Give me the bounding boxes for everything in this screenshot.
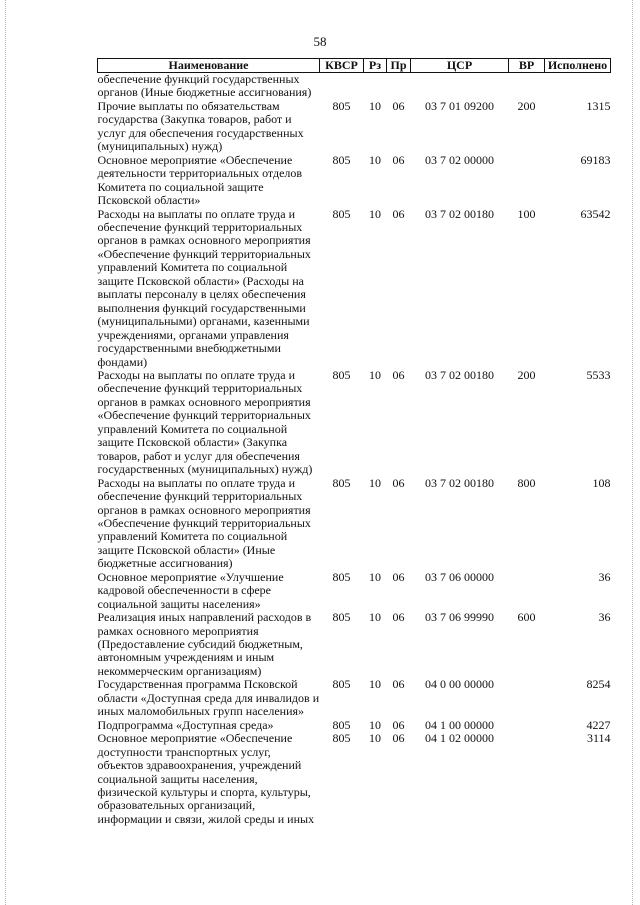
row-vr: 600 <box>517 610 536 625</box>
scan-edge-right <box>632 0 634 905</box>
row-executed: 69183 <box>580 152 611 167</box>
row-kvsr: 805 <box>332 98 351 113</box>
row-pr <box>387 73 411 100</box>
row-csr: 03 7 06 00000 <box>425 569 494 584</box>
header-kvsr: КВСР <box>320 59 364 73</box>
row-pr: 06 <box>392 98 405 113</box>
row-csr: 03 7 02 00180 <box>425 475 494 490</box>
row-vr <box>509 73 545 100</box>
row-vr: 200 <box>517 98 536 113</box>
row-rz: 10 <box>369 98 381 113</box>
row-kvsr: 805 <box>332 206 351 221</box>
row-pr: 06 <box>392 610 405 625</box>
row-vr: 200 <box>517 367 536 382</box>
table-row <box>98 611 611 678</box>
budget-table <box>97 58 611 826</box>
table-row <box>98 571 611 611</box>
row-rz: 10 <box>369 475 381 490</box>
row-csr: 03 7 02 00180 <box>425 367 494 382</box>
row-vr: 800 <box>517 475 536 490</box>
row-name: Основное мероприятие «Улучшение кадровой обеспеченности в сфере социальной защиты населения» <box>97 569 284 611</box>
row-rz: 10 <box>369 717 381 732</box>
row-csr <box>411 73 509 100</box>
row-executed: 5533 <box>586 367 611 382</box>
row-vr <box>509 154 545 208</box>
row-name: Расходы на выплаты по оплате труда и обеспечение функций территориальных органов в рамках основного мероприятия «Обеспечение функций территориальных управлений Комитета по социальной защите Псковской области» (Иные бюджетные ассигнования) <box>97 475 311 571</box>
row-pr: 06 <box>392 677 405 692</box>
row-pr: 06 <box>392 717 405 732</box>
row-pr: 06 <box>392 569 405 584</box>
row-vr: 100 <box>517 206 536 221</box>
row-csr: 03 7 02 00000 <box>425 152 494 167</box>
row-rz: 10 <box>369 731 381 746</box>
row-name: Основное мероприятие «Обеспечение доступности транспортных услуг, объектов здравоохранения, учреждений социальной защиты населения, физической культуры и спорта, культуры, образовательных организаций, информации и связи, жилой среды и иных <box>97 731 315 826</box>
row-executed: 36 <box>598 569 611 584</box>
row-executed: 8254 <box>586 677 611 692</box>
row-executed: 1315 <box>586 98 611 113</box>
row-executed: 63542 <box>580 206 611 221</box>
table-row <box>98 73 611 100</box>
table-row <box>98 208 611 369</box>
row-csr: 04 1 00 00000 <box>425 717 494 732</box>
row-executed <box>545 73 611 100</box>
table-row <box>98 719 611 732</box>
row-pr: 06 <box>392 475 405 490</box>
row-name: Основное мероприятие «Обеспечение деятельности территориальных отделов Комитета по социальной защите Псковской области» <box>97 152 303 208</box>
header-csr: ЦСР <box>411 59 509 73</box>
row-executed: 4227 <box>586 717 611 732</box>
row-csr: 03 7 06 99990 <box>425 610 494 625</box>
table-row <box>98 369 611 477</box>
row-rz: 10 <box>369 677 381 692</box>
row-name: Расходы на выплаты по оплате труда и обеспечение функций территориальных органов в рамках основного мероприятия «Обеспечение функций территориальных управлений Комитета по социальной защите Псковской области» (Закупка товаров, работ и услуг для обеспечения государственных (муниципальных) нужд) <box>97 367 313 477</box>
row-rz: 10 <box>369 206 381 221</box>
row-kvsr: 805 <box>332 610 351 625</box>
row-kvsr <box>320 73 364 100</box>
row-name: обеспечение функций государственных органов (Иные бюджетные ассигнования) <box>97 72 312 100</box>
header-executed: Исполнено <box>545 59 611 73</box>
table-row <box>98 100 611 154</box>
header-rz: Рз <box>364 59 387 73</box>
row-csr: 04 0 00 00000 <box>425 677 494 692</box>
row-kvsr: 805 <box>332 475 351 490</box>
table-row <box>98 154 611 208</box>
row-kvsr: 805 <box>332 569 351 584</box>
header-pr: Пр <box>387 59 411 73</box>
table-row <box>98 678 611 718</box>
row-csr: 03 7 02 00180 <box>425 206 494 221</box>
table-row <box>98 732 611 826</box>
row-vr <box>509 719 545 732</box>
row-vr <box>509 732 545 826</box>
header-vr: ВР <box>509 59 545 73</box>
row-name: Государственная программа Псковской области «Доступная среда для инвалидов и иных маломобильных групп населения» <box>97 677 320 719</box>
page-number: 58 <box>313 34 327 49</box>
row-executed: 3114 <box>586 731 611 746</box>
table-row <box>98 477 611 571</box>
row-executed: 108 <box>592 475 611 490</box>
row-name: Прочие выплаты по обязательствам государства (Закупка товаров, работ и услуг для обеспечения государственных (муниципальных) нужд) <box>97 98 304 154</box>
row-kvsr: 805 <box>332 717 351 732</box>
row-rz: 10 <box>369 152 381 167</box>
header-name: Наименование <box>98 59 320 73</box>
row-vr <box>509 678 545 718</box>
row-vr <box>509 571 545 611</box>
row-kvsr: 805 <box>332 367 351 382</box>
row-pr: 06 <box>392 206 405 221</box>
table-header-row <box>98 59 611 73</box>
row-pr: 06 <box>392 367 405 382</box>
row-kvsr: 805 <box>332 731 351 746</box>
row-pr: 06 <box>392 152 405 167</box>
row-rz: 10 <box>369 569 381 584</box>
row-name: Реализация иных направлений расходов в рамках основного мероприятия (Предоставление субсидий бюджетным, автономным учреждениям и иным некоммерческим организациям) <box>97 610 312 678</box>
row-kvsr: 805 <box>332 677 351 692</box>
row-rz: 10 <box>369 610 381 625</box>
row-name: Расходы на выплаты по оплате труда и обеспечение функций территориальных органов в рамках основного мероприятия «Обеспечение функций территориальных управлений Комитета по социальной защите Псковской области» (Расходы на выплаты персоналу в целях обеспечения выполнения функций государственными (муниципальными) органами, казенными учреждениями, органами управления государственными внебюджетными фондами) <box>97 206 311 369</box>
row-executed: 36 <box>598 610 611 625</box>
row-rz: 10 <box>369 367 381 382</box>
row-rz <box>364 73 387 100</box>
row-name: Подпрограмма «Доступная среда» <box>97 717 274 732</box>
row-kvsr: 805 <box>332 152 351 167</box>
row-csr: 04 1 02 00000 <box>425 731 494 746</box>
row-csr: 03 7 01 09200 <box>425 98 494 113</box>
row-pr: 06 <box>392 731 405 746</box>
scan-edge-left <box>5 0 7 905</box>
